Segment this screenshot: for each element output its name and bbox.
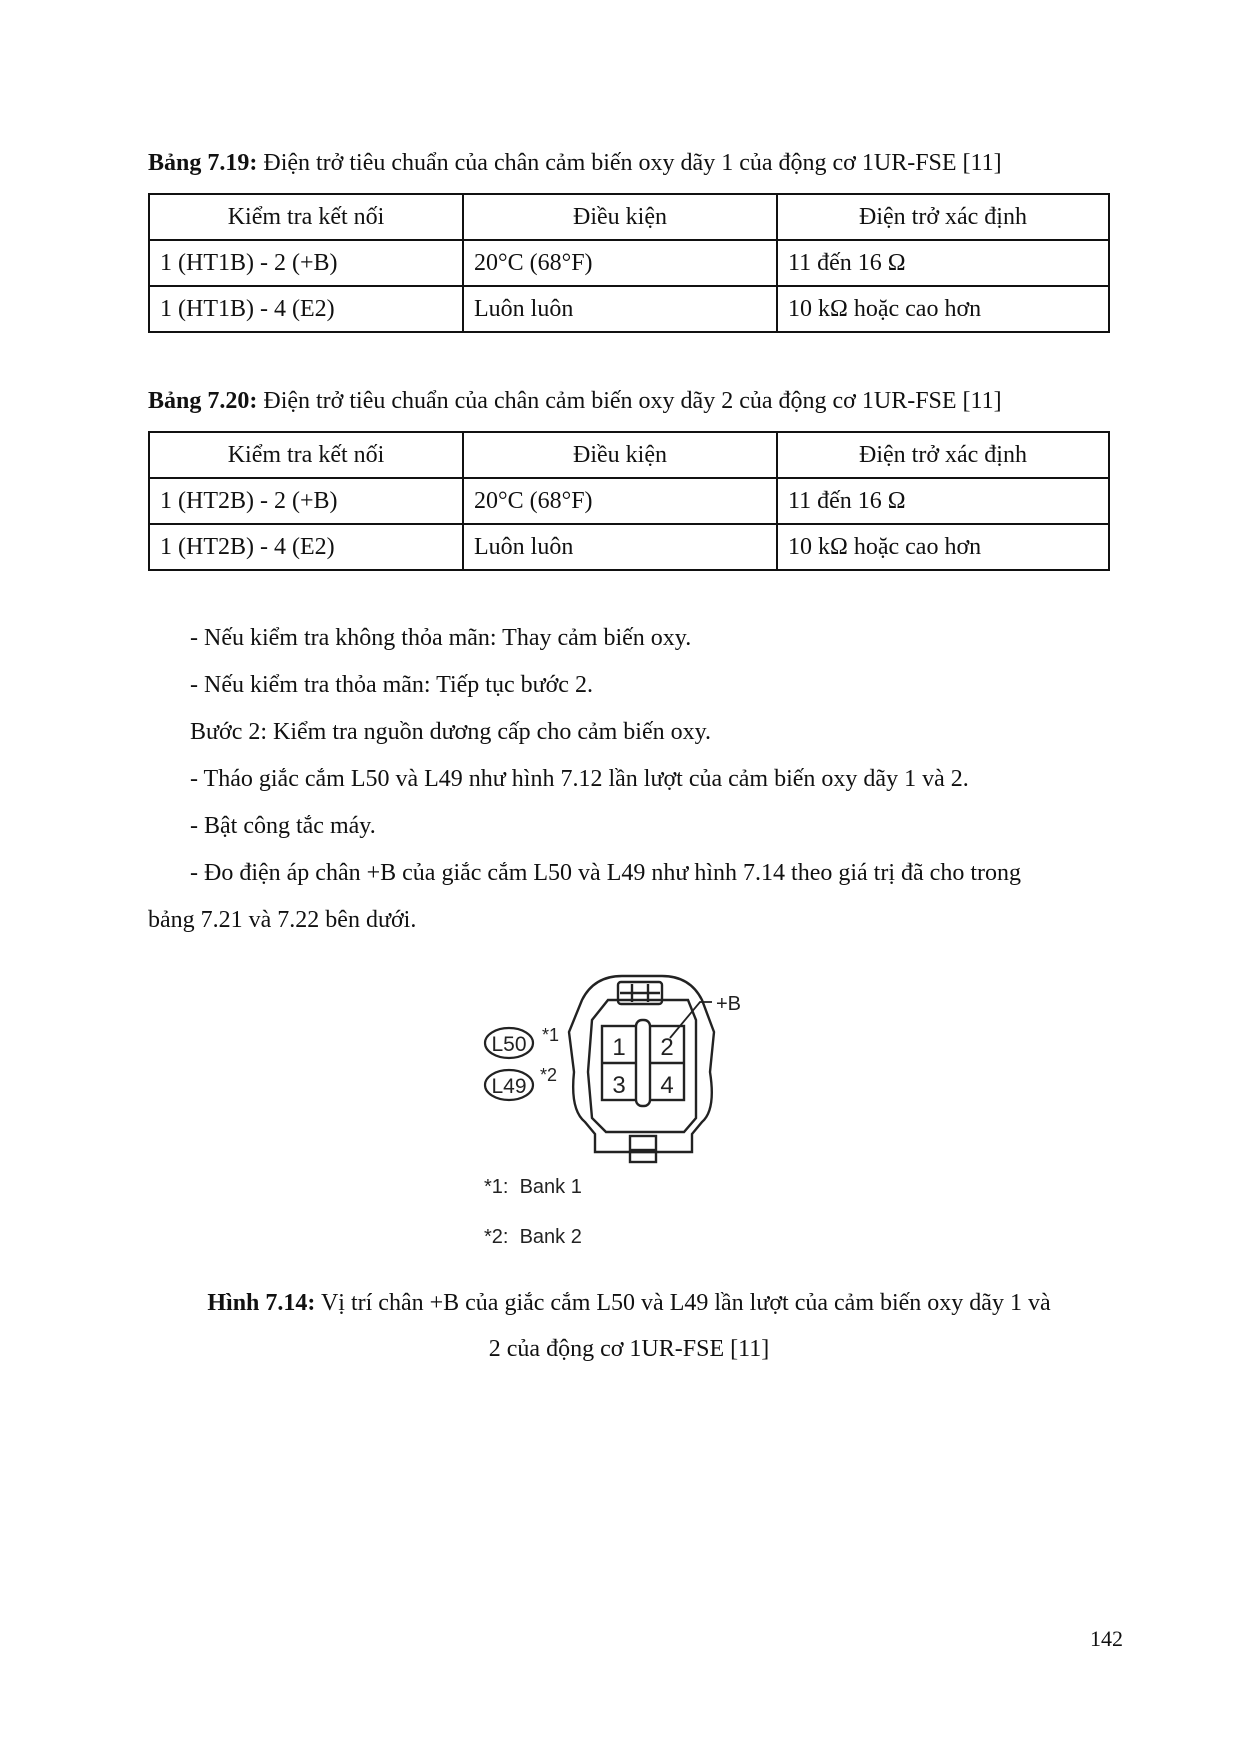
table-row <box>149 240 1109 286</box>
table-cell: 1 (HT2B) - 4 (E2) <box>149 524 463 570</box>
pin-3: 3 <box>612 1072 626 1099</box>
table-7-20 <box>148 431 1110 571</box>
l50-mark: *1 <box>542 1025 560 1045</box>
paragraph: - Nếu kiểm tra không thỏa mãn: Thay cảm biến oxy. <box>190 625 692 651</box>
paragraph: bảng 7.21 và 7.22 bên dưới. <box>148 907 417 933</box>
table-cell: 20°C (68°F) <box>463 240 777 286</box>
paragraph: Bước 2: Kiểm tra nguồn dương cấp cho cảm biến oxy. <box>190 719 712 745</box>
table-header-row <box>149 432 1109 478</box>
figure-caption <box>148 1280 1110 1372</box>
legend-bank-1: *1: Bank 1 <box>484 1176 582 1198</box>
table-header-cell: Điều kiện <box>463 194 777 240</box>
l49-mark: *2 <box>540 1065 558 1085</box>
table-cell: 10 kΩ hoặc cao hơn <box>777 286 1109 332</box>
table-caption-text: Điện trở tiêu chuẩn của chân cảm biến oxy dãy 2 của động cơ 1UR-FSE [11] <box>257 388 1002 414</box>
table-caption-7-20 <box>148 386 1002 416</box>
pin-4: 4 <box>660 1072 674 1099</box>
table-header-row <box>149 194 1109 240</box>
table-caption-7-19 <box>148 148 1002 178</box>
table-row <box>149 286 1109 332</box>
figure-caption-line-2: 2 của động cơ 1UR-FSE [11] <box>488 1336 770 1362</box>
paragraph: - Tháo giắc cắm L50 và L49 như hình 7.12 lần lượt của cảm biến oxy dãy 1 và 2. <box>190 766 969 792</box>
table-cell: Luôn luôn <box>463 286 777 332</box>
l49-label: L49 <box>491 1075 527 1098</box>
table-header-cell: Kiểm tra kết nối <box>149 194 463 240</box>
table-cell: 20°C (68°F) <box>463 478 777 524</box>
paragraph: - Nếu kiểm tra thỏa mãn: Tiếp tục bước 2. <box>190 672 593 698</box>
table-header-cell: Điện trở xác định <box>777 432 1109 478</box>
table-header-cell: Điện trở xác định <box>777 194 1109 240</box>
legend-bank-2: *2: Bank 2 <box>484 1226 582 1248</box>
table-cell: 11 đến 16 Ω <box>777 478 1109 524</box>
pin-2: 2 <box>660 1034 674 1061</box>
table-caption-text: Điện trở tiêu chuẩn của chân cảm biến oxy dãy 1 của động cơ 1UR-FSE [11] <box>257 150 1002 176</box>
paragraph: - Đo điện áp chân +B của giắc cắm L50 và L49 như hình 7.14 theo giá trị đã cho trong <box>190 860 1021 886</box>
table-cell: 1 (HT1B) - 2 (+B) <box>149 240 463 286</box>
paragraph: - Bật công tắc máy. <box>190 813 376 839</box>
table-caption-label: Bảng 7.20: <box>148 388 258 414</box>
table-caption-label: Bảng 7.19: <box>148 150 258 176</box>
table-cell: Luôn luôn <box>463 524 777 570</box>
table-cell: 1 (HT2B) - 2 (+B) <box>149 478 463 524</box>
table-row <box>149 478 1109 524</box>
figure-caption-line-1 <box>148 1280 1110 1326</box>
figure-caption-text: Vị trí chân +B của giắc cắm L50 và L49 lần lượt của cảm biến oxy dãy 1 và <box>315 1290 1051 1316</box>
connector-figure <box>470 960 830 1260</box>
table-cell: 10 kΩ hoặc cao hơn <box>777 524 1109 570</box>
l49-badge <box>485 1065 557 1100</box>
table-header-cell: Kiểm tra kết nối <box>149 432 463 478</box>
table-cell: 1 (HT1B) - 4 (E2) <box>149 286 463 332</box>
pin-1: 1 <box>612 1034 626 1061</box>
table-header-cell: Điều kiện <box>463 432 777 478</box>
l50-label: L50 <box>491 1033 527 1056</box>
figure-caption-label: Hình 7.14: <box>207 1290 316 1316</box>
l50-badge <box>485 1025 559 1058</box>
table-cell: 11 đến 16 Ω <box>777 240 1109 286</box>
table-row <box>149 524 1109 570</box>
page-number: 142 <box>1090 1626 1123 1651</box>
plus-b-label: +B <box>716 993 742 1015</box>
table-7-19 <box>148 193 1110 333</box>
